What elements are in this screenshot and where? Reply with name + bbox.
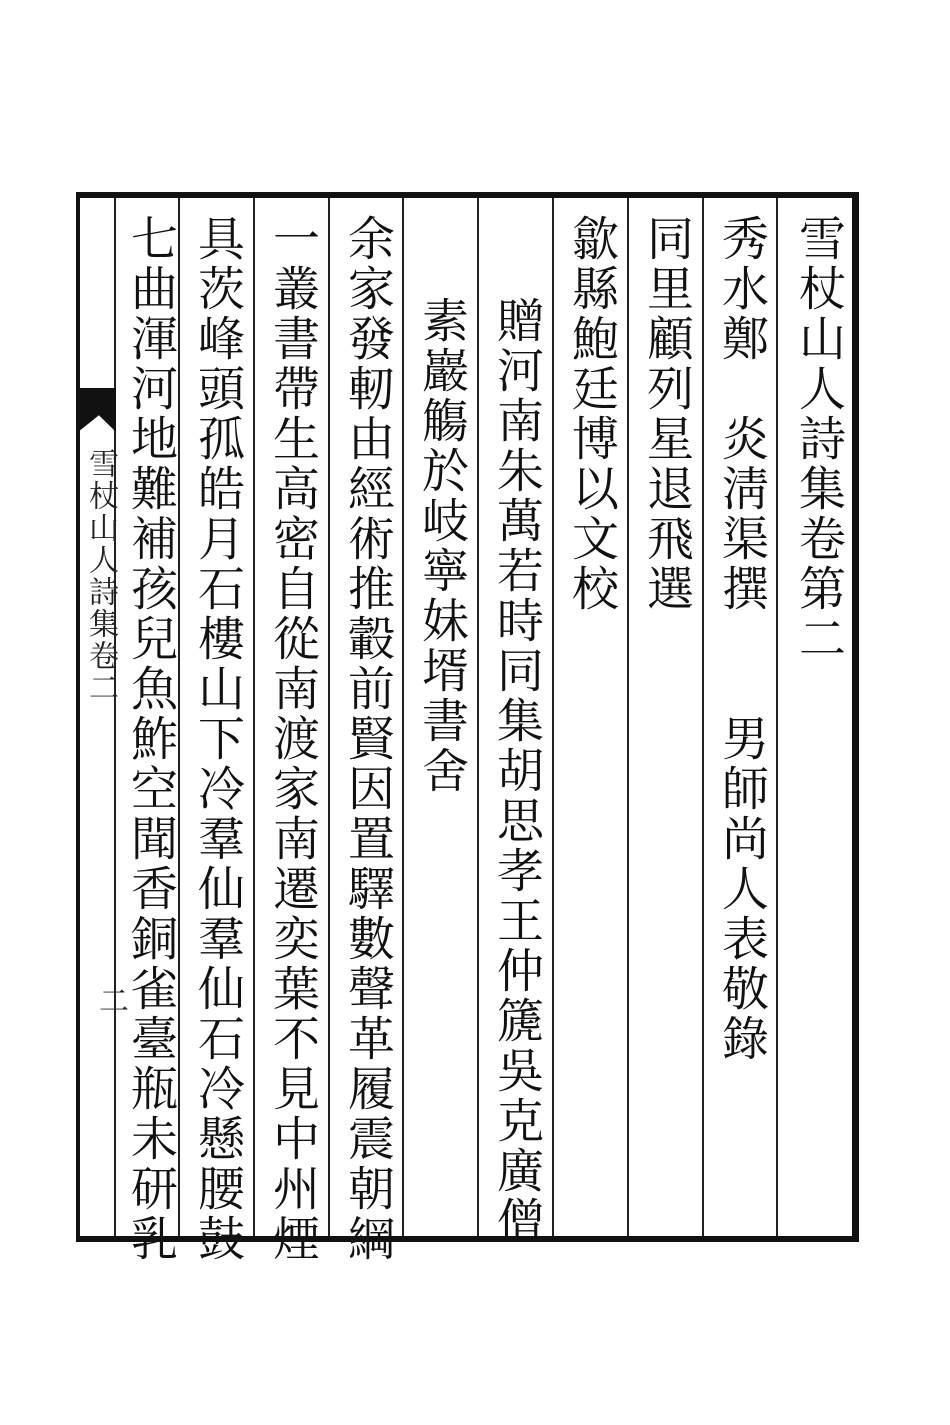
column-rule — [328, 198, 330, 1236]
column-rule — [253, 198, 255, 1236]
column-rule — [776, 198, 778, 1236]
poem-text-column: 余家發軔由經術推轂前賢因置驛數聲革履震朝綱 — [340, 214, 395, 1264]
column-rule — [552, 198, 554, 1236]
column-rule — [627, 198, 629, 1236]
author-column: 秀水鄭 炎淸渠撰 男師尚人表敬錄 — [714, 214, 769, 1064]
collator-column: 歙縣鮑廷博以文校 — [564, 214, 619, 614]
poem-text-column: 一叢書帶生高密自從南渡家南遷奕葉不見中州煙 — [265, 214, 320, 1264]
column-rule — [402, 198, 404, 1236]
column-rule — [702, 198, 704, 1236]
fish-tail-mark-icon — [78, 388, 116, 432]
frame-border-left — [76, 192, 80, 1242]
margin-rule — [114, 198, 116, 1236]
frame-border-top — [76, 192, 859, 198]
margin-page-number: 二 — [93, 985, 128, 1015]
selector-column: 同里顧列星退飛選 — [639, 214, 694, 614]
poem-title-column-continued: 素巖觴於岐寧妹壻書舍 — [414, 296, 469, 796]
frame-border-right — [852, 192, 859, 1242]
margin-book-title: 雪杖山人詩集卷二 — [83, 448, 118, 704]
poem-text-column: 七曲渾河地難補孩兒魚鮓空聞香銅雀臺瓶未研乳 — [123, 214, 178, 1264]
column-rule — [477, 198, 479, 1236]
poem-text-column: 具茨峰頭孤皓月石樓山下冷羣仙羣仙石冷懸腰鼓 — [190, 214, 245, 1264]
poem-title-column: 贈河南朱萬若時同集胡思孝王仲篪吳克廣僧 — [489, 296, 544, 1246]
title-column: 雪杖山人詩集卷第二 — [791, 214, 846, 664]
